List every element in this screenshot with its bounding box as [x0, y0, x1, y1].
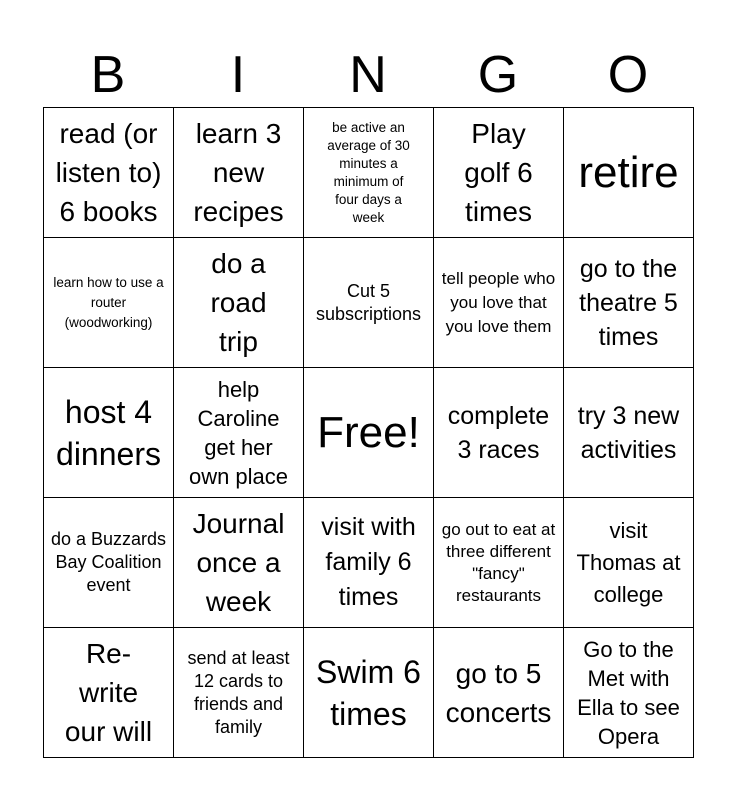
cell-text: learn how to use a router (woodworking) [53, 274, 164, 330]
bingo-cell[interactable] [44, 498, 174, 628]
bingo-cell[interactable] [564, 368, 694, 498]
cell-text: retire [578, 147, 679, 197]
bingo-cell[interactable] [44, 238, 174, 368]
bingo-cell[interactable] [304, 498, 434, 628]
bingo-cell[interactable] [174, 498, 304, 628]
bingo-cell[interactable] [564, 628, 694, 758]
cell-text: visit Thomas at college [576, 517, 681, 607]
cell-text: tell people who you love that you love them [441, 268, 556, 336]
cell-text: Go to the Met with Ella to see Opera [577, 636, 680, 749]
header-letter-n: N [349, 46, 387, 104]
bingo-cell[interactable] [44, 628, 174, 758]
bingo-cell[interactable] [434, 628, 564, 758]
cell-text: go to 5 concerts [445, 657, 552, 728]
bingo-cell[interactable] [174, 368, 304, 498]
cell-text: do a Buzzards Bay Coalition event [50, 529, 167, 595]
bingo-cell[interactable] [434, 238, 564, 368]
bingo-cell[interactable] [434, 108, 564, 238]
cell-text: help Caroline get her own place [188, 376, 289, 489]
bingo-cell[interactable] [564, 238, 694, 368]
bingo-cell[interactable] [304, 628, 434, 758]
bingo-cell[interactable] [174, 238, 304, 368]
cell-text: Cut 5 subscriptions [315, 280, 422, 324]
cell-text: Free! [317, 407, 420, 457]
cell-text: Re-write our will [64, 638, 153, 747]
bingo-cell[interactable] [174, 628, 304, 758]
bingo-cell[interactable] [44, 108, 174, 238]
cell-text: read (or listen to) 6 books [55, 118, 162, 227]
bingo-cell[interactable] [434, 498, 564, 628]
bingo-header [43, 44, 693, 106]
cell-text: send at least 12 cards to friends and family [187, 647, 290, 737]
cell-text: learn 3 new recipes [193, 118, 284, 227]
bingo-cell[interactable] [564, 108, 694, 238]
bingo-cell[interactable] [304, 368, 434, 498]
bingo-cell[interactable] [44, 368, 174, 498]
bingo-grid [43, 107, 694, 758]
cell-text: go to the theatre 5 times [579, 254, 678, 351]
cell-text: Journal once a week [192, 508, 285, 617]
bingo-cell[interactable] [304, 108, 434, 238]
cell-text: Play golf 6 times [464, 118, 533, 227]
header-letter-g: G [477, 46, 519, 104]
bingo-cell[interactable] [304, 238, 434, 368]
bingo-cell[interactable] [434, 368, 564, 498]
cell-text: go out to eat at three different "fancy" restaurants [441, 519, 556, 605]
cell-text: be active an average of 30 minutes a minimum of four days a week [327, 119, 410, 225]
cell-text: visit with family 6 times [321, 513, 416, 611]
header-letter-b: B [90, 46, 126, 104]
bingo-cell[interactable] [564, 498, 694, 628]
cell-text: do a road trip [210, 248, 267, 357]
header-letter-i: I [230, 46, 246, 104]
cell-text: try 3 new activities [577, 401, 680, 464]
cell-text: complete 3 races [447, 401, 550, 464]
cell-text: host 4 dinners [56, 393, 161, 472]
bingo-cell[interactable] [174, 108, 304, 238]
cell-text: Swim 6 times [316, 653, 421, 732]
header-letter-o: O [607, 46, 649, 104]
